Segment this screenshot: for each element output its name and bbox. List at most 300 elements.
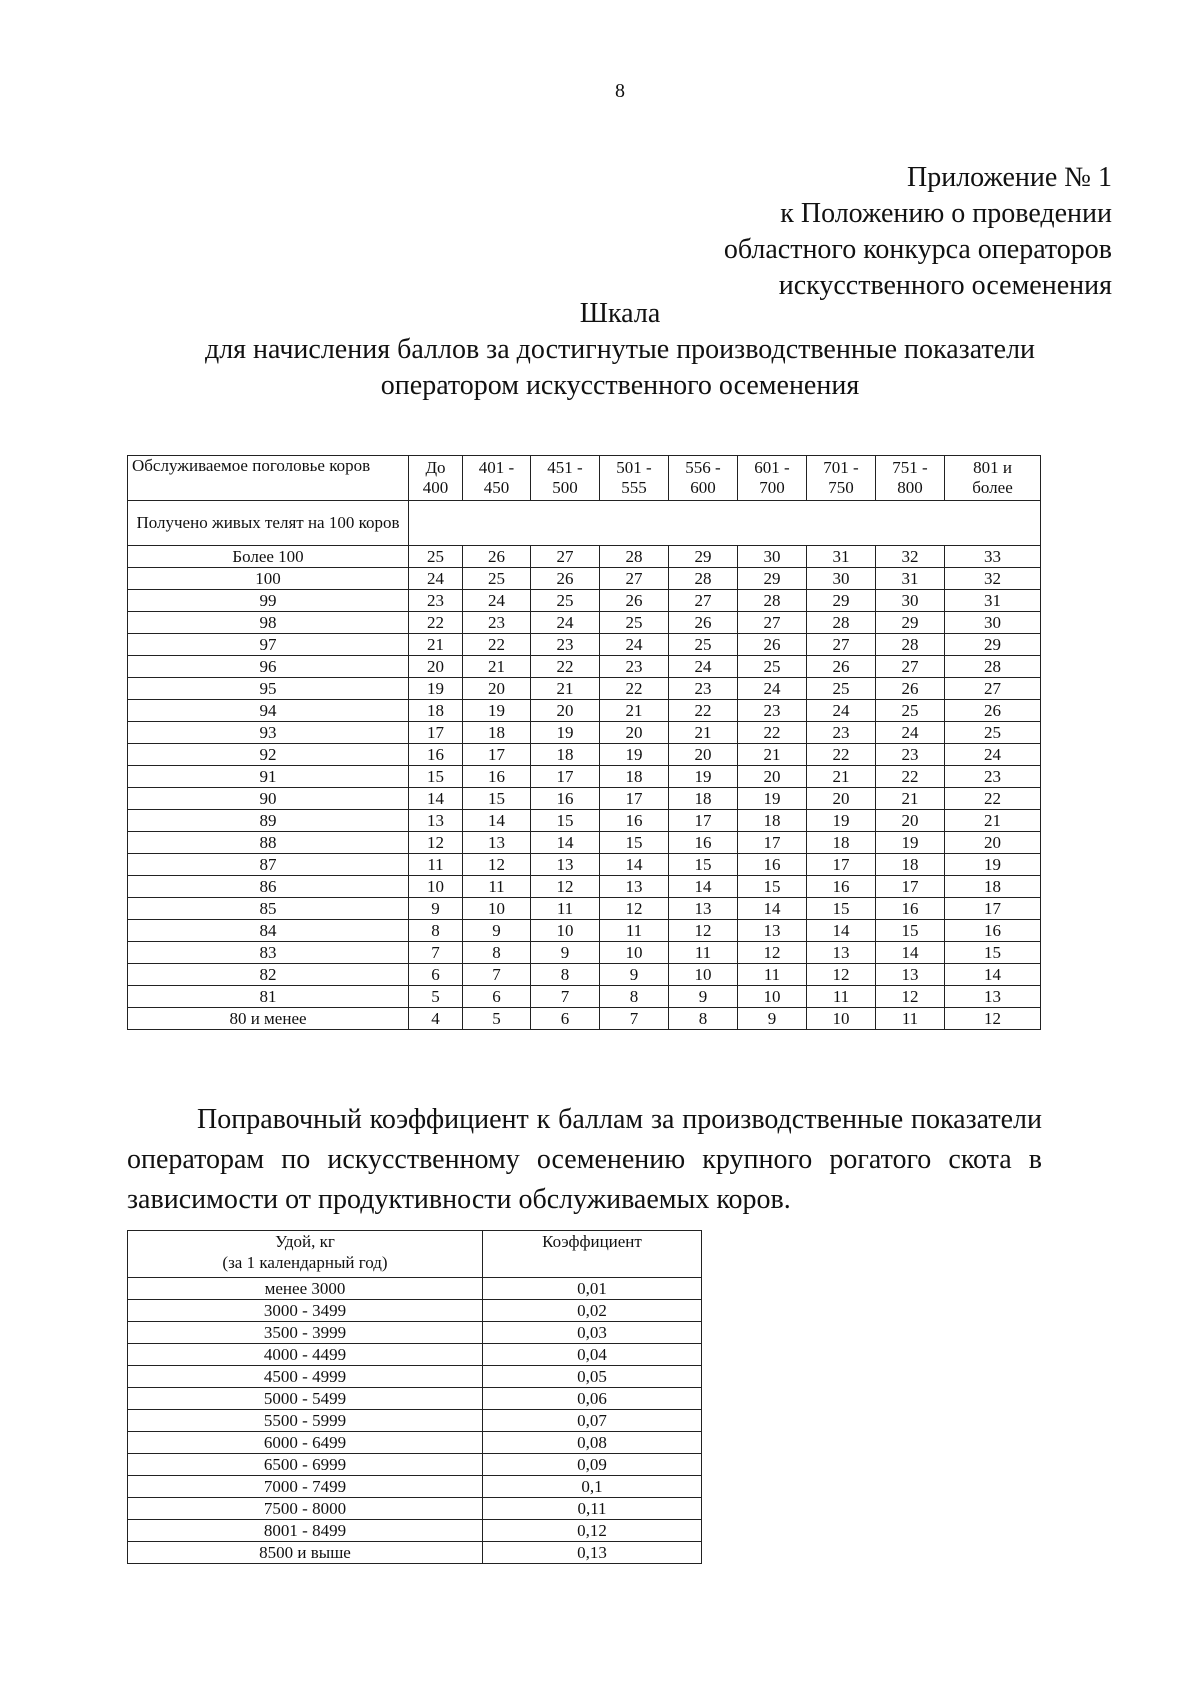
score-cell: 23 [531,634,600,656]
scale-subtitle-line: для начисления баллов за достигнутые производственные показатели [204,334,1036,365]
score-cell: 14 [876,942,945,964]
table-row [128,700,1041,722]
score-cell: 16 [807,876,876,898]
row-group-header: Получено живых телят на 100 коров [128,501,409,546]
score-cell: 18 [409,700,463,722]
yield-range-cell: менее 3000 [128,1278,483,1300]
coef-row [128,1344,702,1366]
score-cell: 24 [807,700,876,722]
score-cell: 19 [876,832,945,854]
score-cell: 27 [669,590,738,612]
score-cell: 10 [738,986,807,1008]
score-cell: 33 [945,546,1041,568]
table-row [128,568,1041,590]
score-cell: 18 [738,810,807,832]
coefficient-cell: 0,03 [483,1322,702,1344]
score-cell: 18 [945,876,1041,898]
row-label: 90 [128,788,409,810]
score-cell: 20 [409,656,463,678]
score-cell: 12 [531,876,600,898]
table-row [128,788,1041,810]
row-label: 100 [128,568,409,590]
table-row [128,766,1041,788]
score-cell: 27 [876,656,945,678]
score-cell: 14 [600,854,669,876]
score-cell: 26 [738,634,807,656]
yield-range-cell: 3500 - 3999 [128,1322,483,1344]
table-row [128,898,1041,920]
score-cell: 6 [409,964,463,986]
score-cell: 22 [409,612,463,634]
score-cell: 15 [463,788,531,810]
score-cell: 10 [409,876,463,898]
score-cell: 14 [738,898,807,920]
score-cell: 28 [669,568,738,590]
score-cell: 23 [807,722,876,744]
score-cell: 31 [876,568,945,590]
empty-cell [409,501,1041,546]
score-cell: 25 [463,568,531,590]
score-cell: 21 [807,766,876,788]
score-cell: 10 [669,964,738,986]
score-cell: 26 [945,700,1041,722]
score-cell: 21 [738,744,807,766]
score-cell: 11 [409,854,463,876]
score-cell: 13 [531,854,600,876]
score-cell: 17 [669,810,738,832]
table-row [128,854,1041,876]
yield-range-cell: 4500 - 4999 [128,1366,483,1388]
score-cell: 10 [463,898,531,920]
row-label: 81 [128,986,409,1008]
score-cell: 11 [463,876,531,898]
score-cell: 11 [669,942,738,964]
score-cell: 19 [409,678,463,700]
score-cell: 19 [807,810,876,832]
score-cell: 16 [876,898,945,920]
table-row [128,876,1041,898]
row-label: 84 [128,920,409,942]
score-cell: 20 [807,788,876,810]
row-header-row [128,501,1041,546]
score-cell: 12 [876,986,945,1008]
score-cell: 12 [463,854,531,876]
score-cell: 13 [463,832,531,854]
score-cell: 28 [945,656,1041,678]
score-cell: 24 [531,612,600,634]
row-label: 95 [128,678,409,700]
score-cell: 24 [945,744,1041,766]
coefficient-cell: 0,08 [483,1432,702,1454]
score-cell: 11 [600,920,669,942]
score-cell: 23 [876,744,945,766]
score-cell: 17 [876,876,945,898]
score-cell: 32 [876,546,945,568]
score-cell: 21 [463,656,531,678]
yield-range-cell: 7500 - 8000 [128,1498,483,1520]
row-label: 94 [128,700,409,722]
score-cell: 23 [738,700,807,722]
score-cell: 14 [945,964,1041,986]
yield-range-cell: 8500 и выше [128,1542,483,1564]
score-cell: 9 [463,920,531,942]
score-cell: 6 [463,986,531,1008]
row-label: 99 [128,590,409,612]
score-cell: 29 [807,590,876,612]
score-cell: 14 [409,788,463,810]
score-cell: 11 [876,1008,945,1030]
score-cell: 23 [600,656,669,678]
row-label: 80 и менее [128,1008,409,1030]
coefficient-cell: 0,12 [483,1520,702,1542]
score-cell: 16 [738,854,807,876]
score-cell: 28 [600,546,669,568]
row-label: 83 [128,942,409,964]
score-cell: 8 [409,920,463,942]
scale-title: Шкала [579,298,661,329]
yield-range-cell: 5500 - 5999 [128,1410,483,1432]
score-cell: 21 [876,788,945,810]
score-cell: 22 [738,722,807,744]
score-cell: 9 [738,1008,807,1030]
score-cell: 24 [600,634,669,656]
coef-row [128,1432,702,1454]
score-cell: 25 [876,700,945,722]
score-cell: 21 [409,634,463,656]
coefficient-cell: 0,01 [483,1278,702,1300]
score-cell: 9 [669,986,738,1008]
score-cell: 22 [807,744,876,766]
score-cell: 25 [600,612,669,634]
score-cell: 26 [463,546,531,568]
column-header: 751 - 800 [876,456,945,501]
row-label: 89 [128,810,409,832]
score-cell: 25 [945,722,1041,744]
coef-row [128,1278,702,1300]
column-header: 601 - 700 [738,456,807,501]
score-cell: 24 [463,590,531,612]
corner-header: Обслуживаемое поголовье коров [128,456,409,501]
score-cell: 29 [876,612,945,634]
score-cell: 21 [600,700,669,722]
coef-row [128,1454,702,1476]
score-cell: 24 [738,678,807,700]
score-cell: 9 [600,964,669,986]
score-cell: 12 [409,832,463,854]
score-cell: 12 [669,920,738,942]
column-header: 501 - 555 [600,456,669,501]
coef-row [128,1366,702,1388]
column-header: 801 и более [945,456,1041,501]
row-label: 88 [128,832,409,854]
score-cell: 18 [463,722,531,744]
score-cell: 15 [531,810,600,832]
score-cell: 28 [738,590,807,612]
score-cell: 28 [876,634,945,656]
score-cell: 10 [531,920,600,942]
table-row [128,590,1041,612]
score-cell: 20 [945,832,1041,854]
yield-range-cell: 7000 - 7499 [128,1476,483,1498]
score-cell: 19 [463,700,531,722]
score-cell: 20 [600,722,669,744]
score-cell: 11 [807,986,876,1008]
score-cell: 18 [531,744,600,766]
appendix-line: областного конкурса операторов [723,234,1112,265]
score-cell: 23 [669,678,738,700]
appendix-line: Приложение № 1 [907,162,1112,193]
score-cell: 18 [669,788,738,810]
score-cell: 23 [945,766,1041,788]
column-header: 701 - 750 [807,456,876,501]
row-label: 91 [128,766,409,788]
coef-row [128,1322,702,1344]
coefficient-cell: 0,07 [483,1410,702,1432]
table-row [128,986,1041,1008]
score-cell: 7 [531,986,600,1008]
score-cell: 16 [531,788,600,810]
score-cell: 14 [531,832,600,854]
score-cell: 13 [807,942,876,964]
score-cell: 19 [669,766,738,788]
yield-range-cell: 6500 - 6999 [128,1454,483,1476]
score-cell: 30 [876,590,945,612]
score-cell: 10 [807,1008,876,1030]
table-row [128,612,1041,634]
score-cell: 27 [531,546,600,568]
row-label: Более 100 [128,546,409,568]
coef-header-row [128,1231,702,1278]
score-cell: 9 [531,942,600,964]
row-label: 97 [128,634,409,656]
score-cell: 19 [600,744,669,766]
score-cell: 28 [807,612,876,634]
column-header: 556 - 600 [669,456,738,501]
table-row [128,920,1041,942]
score-cell: 5 [463,1008,531,1030]
score-cell: 21 [531,678,600,700]
score-cell: 23 [463,612,531,634]
score-cell: 14 [669,876,738,898]
score-cell: 10 [600,942,669,964]
coefficient-cell: 0,1 [483,1476,702,1498]
score-cell: 22 [669,700,738,722]
score-cell: 24 [669,656,738,678]
yield-range-cell: 3000 - 3499 [128,1300,483,1322]
coefficient-cell: 0,05 [483,1366,702,1388]
score-cell: 32 [945,568,1041,590]
row-label: 98 [128,612,409,634]
row-label: 85 [128,898,409,920]
score-cell: 7 [409,942,463,964]
score-cell: 17 [409,722,463,744]
appendix-heading [724,160,1112,304]
score-cell: 13 [409,810,463,832]
scale-subtitle-line: оператором искусственного осеменения [380,370,860,401]
score-cell: 24 [409,568,463,590]
score-cell: 13 [738,920,807,942]
score-cell: 8 [463,942,531,964]
table-row [128,810,1041,832]
score-cell: 21 [945,810,1041,832]
score-cell: 20 [738,766,807,788]
score-cell: 22 [600,678,669,700]
score-cell: 17 [531,766,600,788]
score-cell: 16 [945,920,1041,942]
column-header: До 400 [409,456,463,501]
points-scale-table [127,455,1041,1030]
score-cell: 22 [463,634,531,656]
table-row [128,546,1041,568]
column-header: 451 - 500 [531,456,600,501]
score-cell: 17 [600,788,669,810]
coef-row [128,1498,702,1520]
score-cell: 17 [945,898,1041,920]
score-cell: 11 [738,964,807,986]
appendix-line: искусственного осеменения [778,270,1112,301]
score-cell: 26 [600,590,669,612]
appendix-line: к Положению о проведении [780,198,1112,229]
table-row [128,678,1041,700]
table-row [128,634,1041,656]
coef-row [128,1520,702,1542]
score-cell: 25 [531,590,600,612]
score-cell: 7 [463,964,531,986]
row-label: 92 [128,744,409,766]
score-cell: 31 [807,546,876,568]
score-cell: 7 [600,1008,669,1030]
score-cell: 22 [531,656,600,678]
table-row [128,964,1041,986]
score-cell: 22 [945,788,1041,810]
score-cell: 8 [600,986,669,1008]
scale-subtitle [0,332,1200,404]
score-cell: 12 [807,964,876,986]
coef-row [128,1410,702,1432]
score-cell: 30 [738,546,807,568]
score-cell: 15 [876,920,945,942]
coefficient-cell: 0,06 [483,1388,702,1410]
score-cell: 24 [876,722,945,744]
score-cell: 16 [600,810,669,832]
score-cell: 13 [876,964,945,986]
score-cell: 13 [945,986,1041,1008]
table-row [128,744,1041,766]
score-cell: 14 [463,810,531,832]
score-cell: 8 [531,964,600,986]
table-row [128,832,1041,854]
score-cell: 20 [669,744,738,766]
score-cell: 19 [738,788,807,810]
coefficient-cell: 0,04 [483,1344,702,1366]
score-cell: 27 [807,634,876,656]
score-cell: 15 [409,766,463,788]
yield-range-cell: 6000 - 6499 [128,1432,483,1454]
score-cell: 12 [600,898,669,920]
coef-row [128,1388,702,1410]
coefficient-cell: 0,02 [483,1300,702,1322]
coefficient-cell: 0,11 [483,1498,702,1520]
coef-row [128,1300,702,1322]
score-cell: 20 [531,700,600,722]
score-cell: 18 [600,766,669,788]
page-number: 8 [615,80,625,102]
score-cell: 5 [409,986,463,1008]
score-cell: 13 [669,898,738,920]
score-cell: 29 [669,546,738,568]
score-cell: 9 [409,898,463,920]
score-cell: 15 [669,854,738,876]
score-cell: 14 [807,920,876,942]
row-label: 82 [128,964,409,986]
yield-header: Удой, кг (за 1 календарный год) [128,1231,483,1278]
score-cell: 16 [669,832,738,854]
score-cell: 29 [945,634,1041,656]
score-cell: 31 [945,590,1041,612]
score-cell: 15 [945,942,1041,964]
coefficient-header: Коэффициент [483,1231,702,1278]
score-cell: 18 [876,854,945,876]
row-label: 87 [128,854,409,876]
score-cell: 29 [738,568,807,590]
score-cell: 8 [669,1008,738,1030]
score-cell: 19 [531,722,600,744]
score-cell: 21 [669,722,738,744]
table-row [128,656,1041,678]
coef-row [128,1476,702,1498]
score-cell: 4 [409,1008,463,1030]
score-cell: 22 [876,766,945,788]
score-cell: 26 [531,568,600,590]
score-cell: 17 [738,832,807,854]
score-cell: 6 [531,1008,600,1030]
score-cell: 11 [531,898,600,920]
coefficient-cell: 0,13 [483,1542,702,1564]
score-cell: 26 [876,678,945,700]
score-cell: 27 [600,568,669,590]
score-cell: 19 [945,854,1041,876]
score-cell: 20 [463,678,531,700]
score-cell: 25 [807,678,876,700]
score-cell: 23 [409,590,463,612]
score-cell: 18 [807,832,876,854]
score-cell: 27 [738,612,807,634]
table-row [128,942,1041,964]
table-row [128,722,1041,744]
coef-row [128,1542,702,1564]
score-cell: 17 [807,854,876,876]
score-cell: 15 [738,876,807,898]
column-header: 401 - 450 [463,456,531,501]
score-cell: 12 [945,1008,1041,1030]
score-cell: 12 [738,942,807,964]
score-cell: 30 [807,568,876,590]
yield-range-cell: 8001 - 8499 [128,1520,483,1542]
score-cell: 26 [807,656,876,678]
score-cell: 16 [463,766,531,788]
table-header-row [128,456,1041,501]
score-cell: 26 [669,612,738,634]
score-cell: 15 [807,898,876,920]
row-label: 96 [128,656,409,678]
score-cell: 25 [409,546,463,568]
score-cell: 25 [738,656,807,678]
score-cell: 30 [945,612,1041,634]
score-cell: 13 [600,876,669,898]
score-cell: 27 [945,678,1041,700]
coefficient-table [127,1230,702,1564]
score-cell: 20 [876,810,945,832]
